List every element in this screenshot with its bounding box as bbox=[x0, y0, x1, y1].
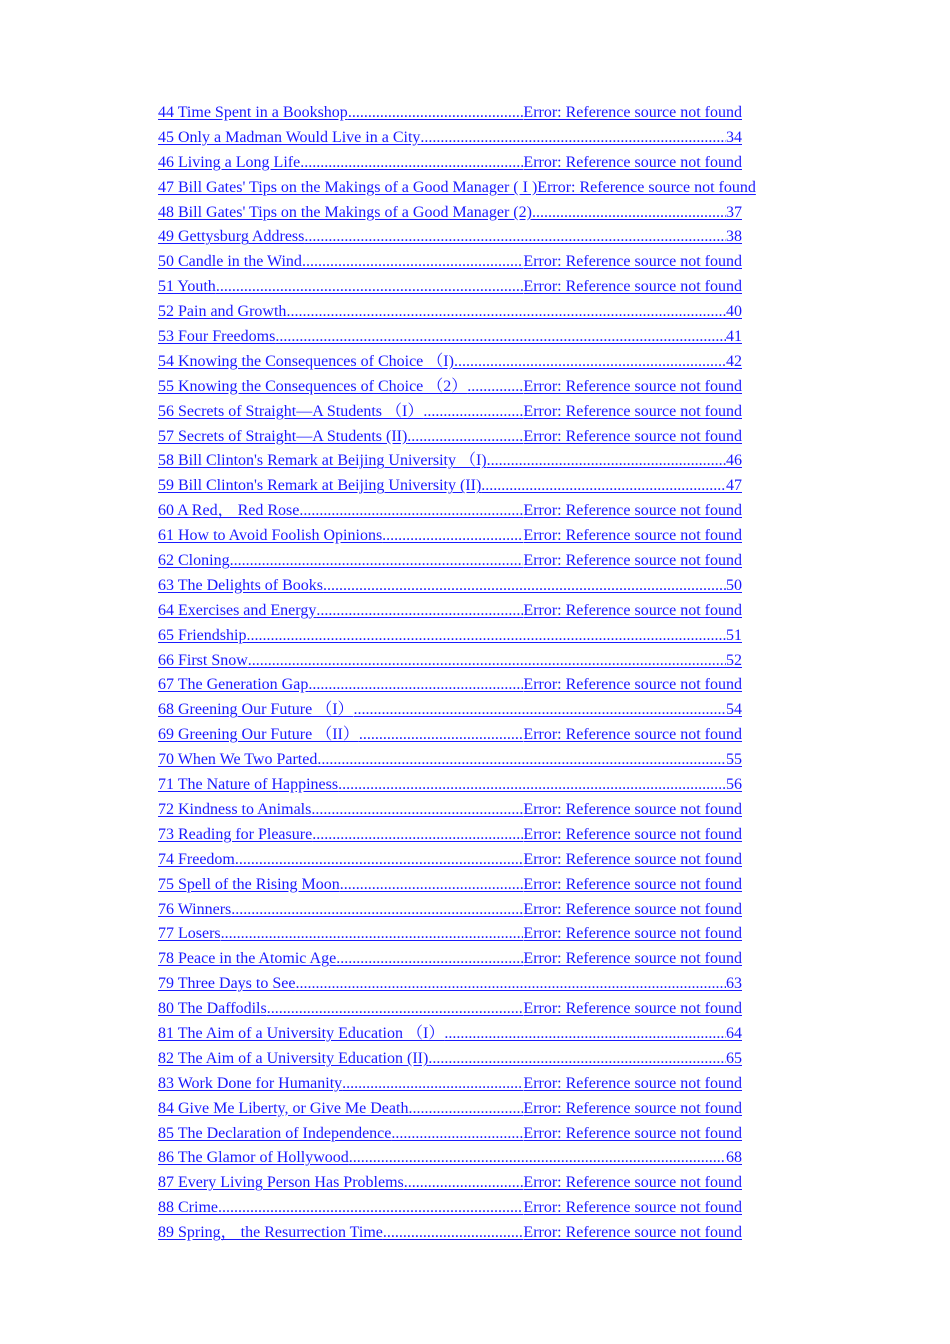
toc-entry[interactable] bbox=[158, 400, 742, 425]
toc-leader bbox=[246, 624, 726, 649]
toc-entry-page: Error: Reference source not found bbox=[523, 1199, 742, 1217]
toc-entry-title: 56 Secrets of Straight—A Students （I） bbox=[158, 402, 424, 420]
toc-leader bbox=[340, 873, 524, 898]
toc-entry-page: Error: Reference source not found bbox=[523, 1000, 742, 1018]
toc-entry[interactable] bbox=[158, 922, 742, 947]
toc-entry-page: Error: Reference source not found bbox=[523, 153, 742, 171]
toc-leader bbox=[349, 1146, 726, 1171]
toc-leader bbox=[248, 649, 726, 674]
toc-leader bbox=[275, 325, 726, 350]
toc-entry[interactable] bbox=[158, 549, 742, 574]
toc-leader bbox=[218, 1196, 523, 1221]
toc-entry-page: Error: Reference source not found bbox=[523, 825, 742, 843]
toc-entry-page: 34 bbox=[726, 128, 742, 146]
toc-leader bbox=[383, 1221, 524, 1246]
toc-entry-page: Error: Reference source not found bbox=[523, 676, 742, 694]
toc-entry-page: Error: Reference source not found bbox=[523, 1074, 742, 1092]
toc-entry-title: 62 Cloning bbox=[158, 552, 230, 570]
toc-entry-title: 84 Give Me Liberty, or Give Me Death bbox=[158, 1099, 409, 1117]
toc-entry[interactable] bbox=[158, 823, 742, 848]
toc-entry-page: Error: Reference source not found bbox=[523, 900, 742, 918]
toc-entry[interactable] bbox=[158, 972, 742, 997]
toc-leader bbox=[338, 773, 726, 798]
toc-entry-page: Error: Reference source not found bbox=[523, 726, 742, 744]
toc-entry[interactable] bbox=[158, 1196, 742, 1221]
toc-entry-page: 42 bbox=[726, 352, 742, 370]
toc-leader bbox=[295, 972, 726, 997]
toc-entry-title: 73 Reading for Pleasure bbox=[158, 825, 313, 843]
toc-entry-page: 41 bbox=[726, 328, 742, 346]
toc-leader bbox=[235, 848, 524, 873]
toc-entry[interactable] bbox=[158, 1097, 742, 1122]
toc-entry-page: 54 bbox=[726, 701, 742, 719]
toc-leader bbox=[428, 1047, 726, 1072]
toc-entry-page: Error: Reference source not found bbox=[523, 427, 742, 445]
toc-entry[interactable] bbox=[158, 574, 742, 599]
toc-entry-page: 64 bbox=[726, 1024, 742, 1042]
toc-entry-title: 88 Crime bbox=[158, 1199, 218, 1217]
toc-entry-title: 81 The Aim of a University Education （I） bbox=[158, 1024, 445, 1042]
toc-entry-page: Error: Reference source not found bbox=[523, 925, 742, 943]
toc-entry-title: 65 Friendship bbox=[158, 626, 247, 644]
toc-entry[interactable] bbox=[158, 524, 742, 549]
toc-entry-page: 50 bbox=[726, 576, 742, 594]
toc-entry-title: 46 Living a Long Life bbox=[158, 153, 301, 171]
toc-entry-page: Error: Reference source not found bbox=[523, 278, 742, 296]
toc-leader bbox=[454, 350, 726, 375]
toc-leader bbox=[308, 673, 523, 698]
toc-leader bbox=[312, 823, 523, 848]
toc-leader bbox=[404, 1171, 524, 1196]
toc-entry[interactable] bbox=[158, 698, 742, 723]
toc-entry-page: Error: Reference source not found bbox=[523, 502, 742, 520]
toc-entry-title: 55 Knowing the Consequences of Choice （2） bbox=[158, 377, 468, 395]
toc-entry-title: 45 Only a Madman Would Live in a City bbox=[158, 128, 421, 146]
toc-leader bbox=[299, 499, 523, 524]
toc-entry-title: 78 Peace in the Atomic Age bbox=[158, 950, 337, 968]
toc-entry-page: 38 bbox=[726, 228, 742, 246]
toc-entry-title: 60 A Red， Red Rose bbox=[158, 502, 300, 520]
toc-entry-page: Error: Reference source not found bbox=[523, 601, 742, 619]
toc-entry-title: 67 The Generation Gap bbox=[158, 676, 309, 694]
toc-entry-title: 63 The Delights of Books bbox=[158, 576, 324, 594]
toc-entry[interactable] bbox=[158, 375, 742, 400]
toc-entry[interactable] bbox=[158, 499, 742, 524]
toc-entry-title: 57 Secrets of Straight—A Students (II) bbox=[158, 427, 408, 445]
toc-entry-title: 53 Four Freedoms bbox=[158, 328, 276, 346]
toc-entry-title: 86 The Glamor of Hollywood bbox=[158, 1149, 349, 1167]
toc-leader bbox=[230, 549, 524, 574]
toc-entry-page: 65 bbox=[726, 1049, 742, 1067]
toc-entry-page: 68 bbox=[726, 1149, 742, 1167]
toc-entry-title: 83 Work Done for Humanity bbox=[158, 1074, 343, 1092]
toc-leader bbox=[359, 723, 524, 748]
toc-entry-page: Error: Reference source not found bbox=[523, 253, 742, 271]
toc-entry-title: 51 Youth bbox=[158, 278, 216, 296]
toc-entry-page: Error: Reference source not found bbox=[523, 1224, 742, 1242]
toc-leader bbox=[300, 151, 523, 176]
toc-entry[interactable] bbox=[158, 624, 742, 649]
toc-entry-page: Error: Reference source not found bbox=[523, 377, 742, 395]
toc-leader bbox=[231, 898, 523, 923]
toc-leader bbox=[423, 400, 523, 425]
toc-entry[interactable] bbox=[158, 873, 742, 898]
toc-entry-title: 50 Candle in the Wind bbox=[158, 253, 302, 271]
toc-entry-title: 52 Pain and Growth bbox=[158, 303, 287, 321]
toc-entry-title: 47 Bill Gates' Tips on the Makings of a Good Manager ( I ) bbox=[158, 178, 538, 196]
toc-entry-page: 55 bbox=[726, 751, 742, 769]
toc-entry-page: Error: Reference source not found bbox=[523, 1099, 742, 1117]
toc-entry[interactable] bbox=[158, 325, 742, 350]
toc-entry[interactable] bbox=[158, 798, 742, 823]
toc-entry-page: 51 bbox=[726, 626, 742, 644]
toc-entry[interactable] bbox=[158, 1146, 742, 1171]
toc-entry[interactable] bbox=[158, 723, 742, 748]
toc-leader bbox=[304, 225, 726, 250]
toc-leader bbox=[336, 947, 523, 972]
toc-entry-page: Error: Reference source not found bbox=[523, 800, 742, 818]
toc-leader bbox=[467, 375, 523, 400]
toc-entry[interactable] bbox=[158, 126, 742, 151]
toc-leader bbox=[342, 1072, 523, 1097]
toc-entry[interactable] bbox=[158, 275, 742, 300]
toc-entry-page: 40 bbox=[726, 303, 742, 321]
toc-entry[interactable] bbox=[158, 1171, 742, 1196]
toc-entry-page: 47 bbox=[726, 477, 742, 495]
toc-entry-title: 85 The Declaration of Independence bbox=[158, 1124, 392, 1142]
toc-entry-title: 74 Freedom bbox=[158, 850, 235, 868]
toc-entry[interactable] bbox=[158, 350, 742, 375]
toc-entry-page: Error: Reference source not found bbox=[523, 552, 742, 570]
toc-entry[interactable] bbox=[158, 1221, 742, 1246]
toc-entry-title: 80 The Daffodils bbox=[158, 1000, 267, 1018]
toc-leader bbox=[420, 126, 726, 151]
toc-entry-page: Error: Reference source not found bbox=[523, 950, 742, 968]
toc-entry-page: Error: Reference source not found bbox=[537, 178, 756, 196]
toc-entry[interactable] bbox=[158, 176, 785, 201]
toc-leader bbox=[302, 250, 523, 275]
toc-entry[interactable] bbox=[158, 1072, 742, 1097]
toc-entry[interactable] bbox=[158, 848, 742, 873]
table-of-contents bbox=[158, 101, 756, 1246]
toc-leader bbox=[487, 449, 726, 474]
toc-entry[interactable] bbox=[158, 773, 742, 798]
toc-entry-page: 46 bbox=[726, 452, 742, 470]
toc-entry-title: 48 Bill Gates' Tips on the Makings of a Good Manager (2) bbox=[158, 203, 532, 221]
toc-entry[interactable] bbox=[158, 425, 742, 450]
toc-leader bbox=[267, 997, 524, 1022]
toc-entry-title: 61 How to Avoid Foolish Opinions bbox=[158, 527, 383, 545]
toc-entry-title: 54 Knowing the Consequences of Choice （I) bbox=[158, 352, 454, 370]
toc-entry-page: Error: Reference source not found bbox=[523, 104, 742, 121]
toc-entry-page: 37 bbox=[726, 203, 742, 221]
toc-entry[interactable] bbox=[158, 250, 742, 275]
toc-leader bbox=[532, 201, 726, 226]
toc-leader bbox=[408, 1097, 523, 1122]
toc-entry-title: 77 Losers bbox=[158, 925, 221, 943]
toc-leader bbox=[407, 425, 523, 450]
toc-entry[interactable] bbox=[158, 673, 742, 698]
toc-entry[interactable] bbox=[158, 649, 742, 674]
toc-entry-page: Error: Reference source not found bbox=[523, 1174, 742, 1192]
toc-entry-page: 63 bbox=[726, 975, 742, 993]
toc-leader bbox=[391, 1122, 523, 1147]
toc-entry-title: 89 Spring， the Resurrection Time bbox=[158, 1224, 383, 1242]
toc-entry-title: 58 Bill Clinton's Remark at Beijing University （I) bbox=[158, 452, 487, 470]
toc-entry-title: 79 Three Days to See bbox=[158, 975, 296, 993]
toc-entry-page: Error: Reference source not found bbox=[523, 1124, 742, 1142]
toc-leader bbox=[286, 300, 726, 325]
toc-entry-page: Error: Reference source not found bbox=[523, 850, 742, 868]
toc-entry-title: 69 Greening Our Future （II） bbox=[158, 726, 359, 744]
toc-entry-title: 68 Greening Our Future （I） bbox=[158, 701, 354, 719]
toc-entry-page: Error: Reference source not found bbox=[523, 402, 742, 420]
toc-entry[interactable] bbox=[158, 151, 742, 176]
toc-leader bbox=[316, 599, 523, 624]
toc-entry-title: 64 Exercises and Energy bbox=[158, 601, 317, 619]
toc-entry[interactable] bbox=[158, 300, 742, 325]
toc-leader bbox=[323, 574, 726, 599]
toc-entry[interactable] bbox=[158, 1122, 742, 1147]
toc-entry-page: Error: Reference source not found bbox=[523, 527, 742, 545]
toc-entry[interactable] bbox=[158, 898, 742, 923]
toc-entry-title: 87 Every Living Person Has Problems bbox=[158, 1174, 404, 1192]
toc-entry[interactable] bbox=[158, 201, 742, 226]
toc-leader bbox=[354, 698, 726, 723]
toc-entry-title: 44 Time Spent in a Bookshop bbox=[158, 104, 348, 121]
toc-entry[interactable] bbox=[158, 1047, 742, 1072]
toc-entry-title: 66 First Snow bbox=[158, 651, 248, 669]
toc-leader bbox=[216, 275, 524, 300]
toc-leader bbox=[221, 922, 524, 947]
toc-entry[interactable] bbox=[158, 1022, 742, 1047]
toc-entry[interactable] bbox=[158, 748, 742, 773]
toc-entry-page: 56 bbox=[726, 776, 742, 794]
toc-entry-page: 52 bbox=[726, 651, 742, 669]
toc-entry-title: 82 The Aim of a University Education (II) bbox=[158, 1049, 429, 1067]
toc-entry-title: 76 Winners bbox=[158, 900, 232, 918]
toc-leader bbox=[481, 474, 726, 499]
toc-entry[interactable] bbox=[158, 947, 742, 972]
toc-entry-title: 75 Spell of the Rising Moon bbox=[158, 875, 340, 893]
toc-entry[interactable] bbox=[158, 599, 742, 624]
toc-entry-title: 70 When We Two Parted bbox=[158, 751, 318, 769]
toc-entry-title: 72 Kindness to Animals bbox=[158, 800, 312, 818]
toc-entry[interactable] bbox=[158, 474, 742, 499]
toc-entry-page: Error: Reference source not found bbox=[523, 875, 742, 893]
toc-entry[interactable] bbox=[158, 997, 742, 1022]
toc-entry[interactable] bbox=[158, 449, 742, 474]
toc-entry[interactable] bbox=[158, 225, 742, 250]
toc-entry-title: 49 Gettysburg Address bbox=[158, 228, 305, 246]
toc-entry-title: 71 The Nature of Happiness bbox=[158, 776, 339, 794]
toc-leader bbox=[382, 524, 523, 549]
toc-leader bbox=[348, 101, 524, 126]
toc-leader bbox=[317, 748, 726, 773]
toc-entry[interactable] bbox=[158, 101, 742, 126]
toc-entry-title: 59 Bill Clinton's Remark at Beijing University (II) bbox=[158, 477, 482, 495]
toc-leader bbox=[444, 1022, 726, 1047]
toc-leader bbox=[311, 798, 523, 823]
